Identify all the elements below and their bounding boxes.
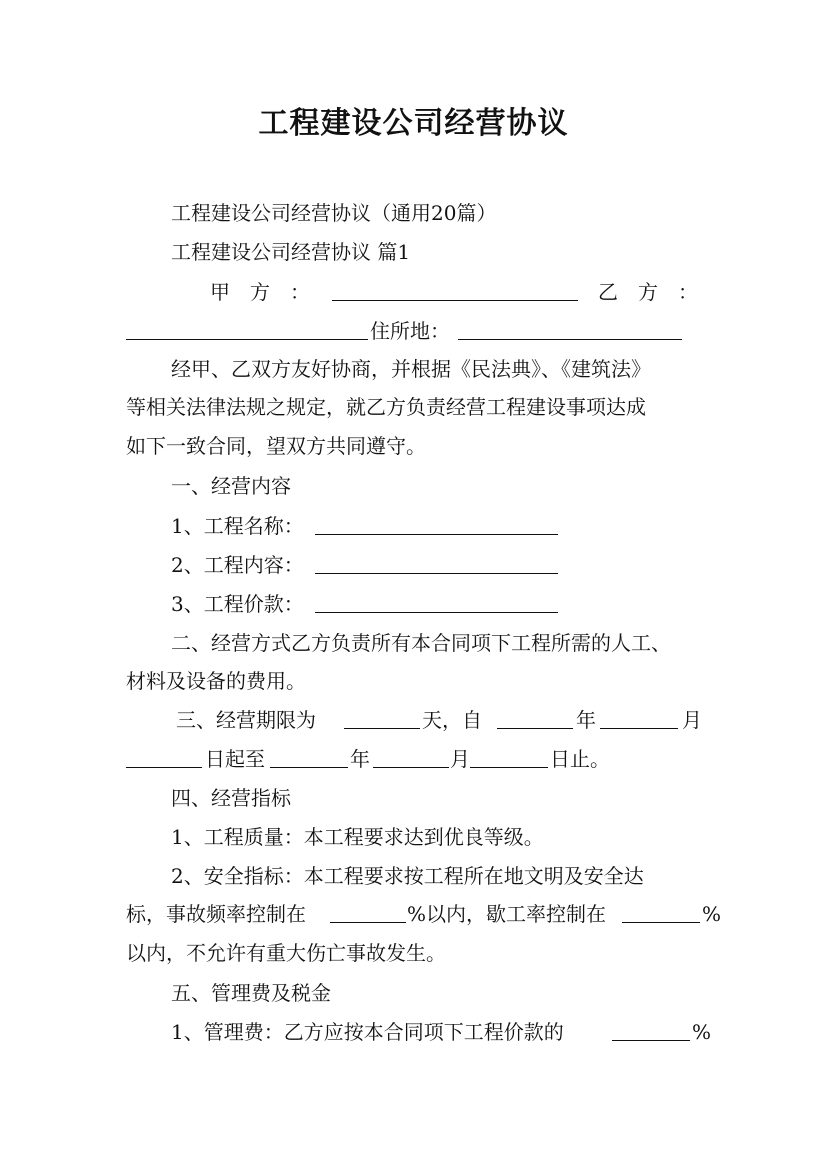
end-day-text: 日止。 bbox=[550, 747, 610, 771]
safety-line-3: 以内，不允许有重大伤亡事故发生。 bbox=[126, 941, 446, 965]
preamble-line-3: 如下一致合同，望双方共同遵守。 bbox=[126, 434, 426, 458]
end-year-text: 年 bbox=[350, 747, 370, 771]
start-year-text: 年 bbox=[576, 708, 596, 732]
section-2-line-2: 材料及设备的费用。 bbox=[126, 669, 306, 693]
safety-line-1: 2、安全指标：本工程要求按工程所在地文明及安全达 bbox=[171, 864, 644, 888]
start-year-blank bbox=[497, 707, 573, 733]
safety-line-2-mid: %以内，歇工率控制在 bbox=[407, 902, 607, 926]
term-days-text: 天，自 bbox=[422, 708, 482, 732]
accident-rate-blank bbox=[330, 901, 406, 927]
term-days-blank bbox=[344, 707, 420, 733]
project-name-blank bbox=[315, 513, 558, 539]
preamble-line-1: 经甲、乙双方友好协商，并根据《民法典》、《建筑法》 bbox=[171, 357, 651, 381]
party-a-blank bbox=[332, 279, 578, 305]
party-a-label: 甲 方 ： bbox=[210, 280, 310, 304]
end-month-text: 月 bbox=[450, 747, 470, 771]
management-fee-line: 1、管理费：乙方应按本合同项下工程价款的 bbox=[171, 1020, 564, 1044]
address-blank bbox=[458, 318, 682, 344]
end-month-blank bbox=[373, 746, 449, 772]
stoppage-rate-blank bbox=[622, 901, 700, 927]
section-1-heading: 一、经营内容 bbox=[171, 474, 291, 498]
article-heading: 工程建设公司经营协议 篇1 bbox=[171, 240, 411, 264]
subtitle-line: 工程建设公司经营协议（通用20篇） bbox=[171, 201, 497, 225]
party-b-blank bbox=[126, 318, 368, 344]
quality-line: 1、工程质量：本工程要求达到优良等级。 bbox=[171, 825, 544, 849]
management-fee-blank bbox=[612, 1019, 690, 1045]
party-b-label: 乙 方 ： bbox=[598, 280, 698, 304]
project-price-label: 3、工程价款： bbox=[171, 592, 304, 616]
section-2-line-1: 二、经营方式乙方负责所有本合同项下工程所需的人工、 bbox=[171, 631, 671, 655]
project-price-blank bbox=[315, 591, 558, 617]
preamble-line-2: 等相关法律法规之规定，就乙方负责经营工程建设事项达成 bbox=[126, 395, 646, 419]
document-title: 工程建设公司经营协议 bbox=[258, 106, 569, 141]
management-fee-percent: % bbox=[692, 1020, 712, 1044]
end-day-blank bbox=[470, 746, 548, 772]
project-name-label: 1、工程名称： bbox=[171, 514, 304, 538]
safety-line-2-start: 标，事故频率控制在 bbox=[126, 902, 306, 926]
start-month-blank bbox=[600, 707, 678, 733]
project-content-blank bbox=[315, 552, 558, 578]
start-day-blank bbox=[126, 746, 202, 772]
section-4-heading: 四、经营指标 bbox=[171, 786, 291, 810]
address-label: 住所地： bbox=[370, 319, 450, 343]
start-day-text: 日起至 bbox=[205, 747, 265, 771]
term-label: 三、经营期限为 bbox=[176, 708, 316, 732]
safety-line-2-end: % bbox=[702, 902, 722, 926]
end-year-blank bbox=[270, 746, 348, 772]
start-month-text: 月 bbox=[682, 708, 702, 732]
section-5-heading: 五、管理费及税金 bbox=[171, 981, 331, 1005]
project-content-label: 2、工程内容： bbox=[171, 553, 304, 577]
